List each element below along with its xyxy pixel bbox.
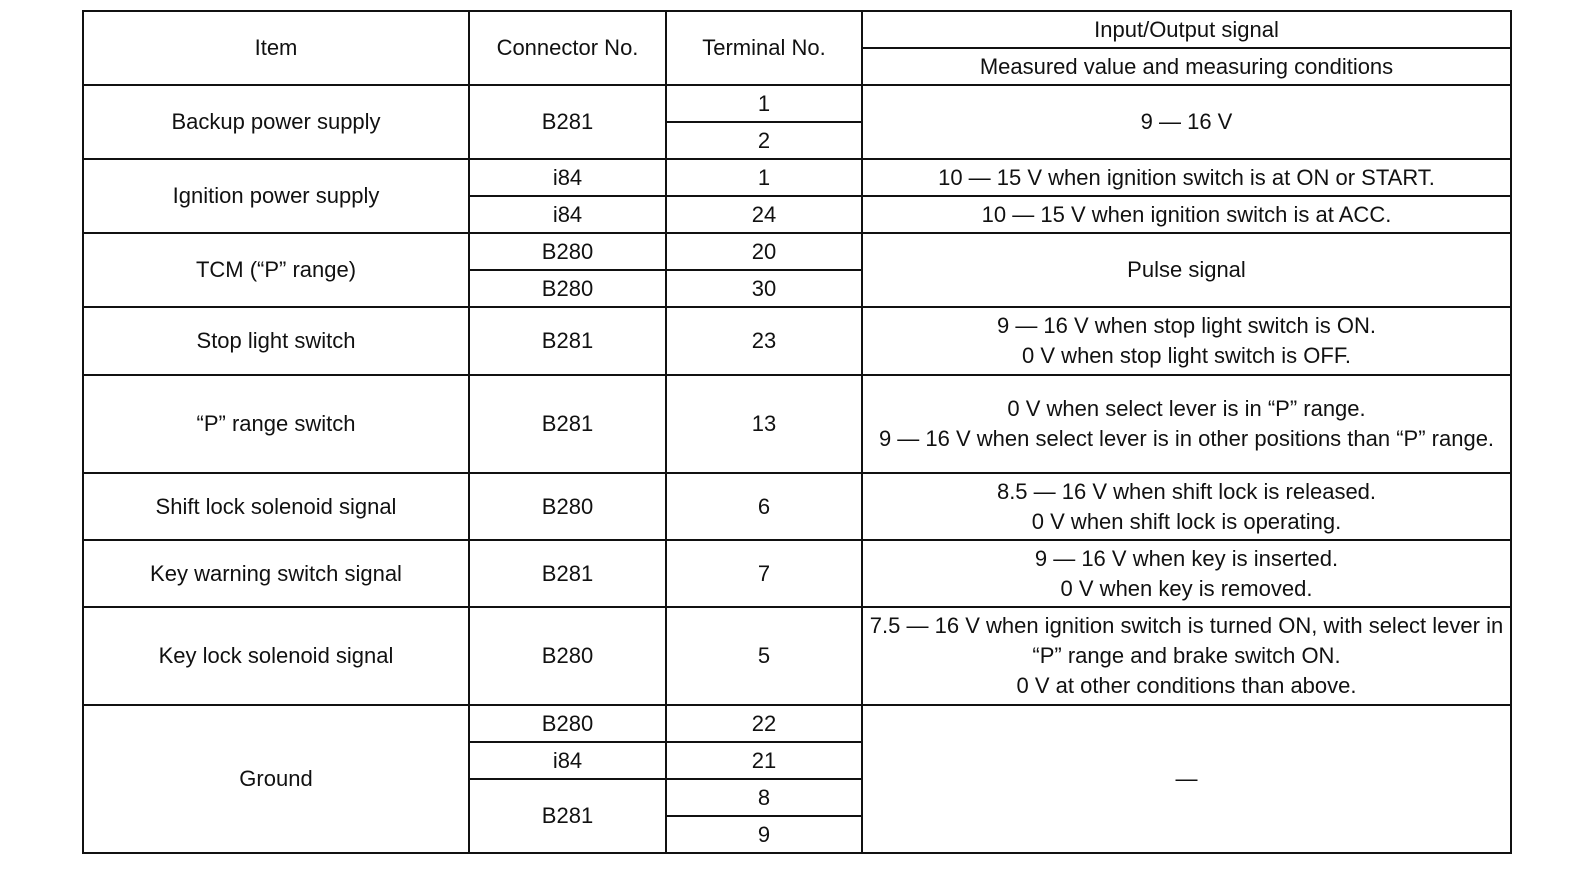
terminal-cell: 8 [666,779,862,816]
header-item: Item [83,11,469,85]
value-cell: 9 — 16 V [862,85,1511,159]
value-cell: 0 V when select lever is in “P” range. 9 — 16 V when select lever is in other positions than “P” range. [862,375,1511,473]
terminal-cell: 1 [666,159,862,196]
connector-cell: B280 [469,705,666,742]
terminal-cell: 24 [666,196,862,233]
header-terminal: Terminal No. [666,11,862,85]
header-connector: Connector No. [469,11,666,85]
connector-cell: B280 [469,233,666,270]
value-cell: 10 — 15 V when ignition switch is at ON or START. [862,159,1511,196]
connector-cell: B281 [469,85,666,159]
header-measure: Measured value and measuring conditions [862,48,1511,85]
header-row [83,11,1511,48]
item-cell: Key warning switch signal [83,540,469,607]
connector-cell: B280 [469,473,666,540]
terminal-cell: 5 [666,607,862,705]
item-cell: TCM (“P” range) [83,233,469,307]
terminal-cell: 2 [666,122,862,159]
item-cell: Shift lock solenoid signal [83,473,469,540]
terminal-cell: 23 [666,307,862,375]
value-cell: 9 — 16 V when stop light switch is ON. 0 V when stop light switch is OFF. [862,307,1511,375]
terminal-cell: 13 [666,375,862,473]
connector-cell: B281 [469,779,666,853]
connector-cell: B281 [469,540,666,607]
table-row [83,473,1511,540]
connector-cell: i84 [469,196,666,233]
connector-cell: i84 [469,159,666,196]
value-cell: 7.5 — 16 V when ignition switch is turned ON, with select lever in “P” range and brake switch ON. 0 V at other conditions than above. [862,607,1511,705]
value-cell: 8.5 — 16 V when shift lock is released. 0 V when shift lock is operating. [862,473,1511,540]
item-cell: Ignition power supply [83,159,469,233]
table-row [83,705,1511,742]
terminal-cell: 21 [666,742,862,779]
connector-cell: B281 [469,307,666,375]
terminal-cell: 22 [666,705,862,742]
terminal-cell: 9 [666,816,862,853]
terminal-cell: 20 [666,233,862,270]
item-cell: Key lock solenoid signal [83,607,469,705]
table-row [83,233,1511,270]
header-signal: Input/Output signal [862,11,1511,48]
terminal-cell: 1 [666,85,862,122]
table-row [83,85,1511,122]
item-cell: Stop light switch [83,307,469,375]
connector-cell: B280 [469,270,666,307]
table-row [83,607,1511,705]
item-cell: “P” range switch [83,375,469,473]
table-row [83,159,1511,196]
value-cell: Pulse signal [862,233,1511,307]
item-cell: Ground [83,705,469,853]
value-cell: 10 — 15 V when ignition switch is at ACC. [862,196,1511,233]
terminal-cell: 7 [666,540,862,607]
connector-cell: B281 [469,375,666,473]
table-row [83,375,1511,473]
terminal-cell: 6 [666,473,862,540]
table-row [83,307,1511,375]
item-cell: Backup power supply [83,85,469,159]
connector-cell: i84 [469,742,666,779]
connector-cell: B280 [469,607,666,705]
value-cell: — [862,705,1511,853]
io-signal-table [82,10,1512,854]
value-cell: 9 — 16 V when key is inserted. 0 V when key is removed. [862,540,1511,607]
terminal-cell: 30 [666,270,862,307]
table-row [83,540,1511,607]
